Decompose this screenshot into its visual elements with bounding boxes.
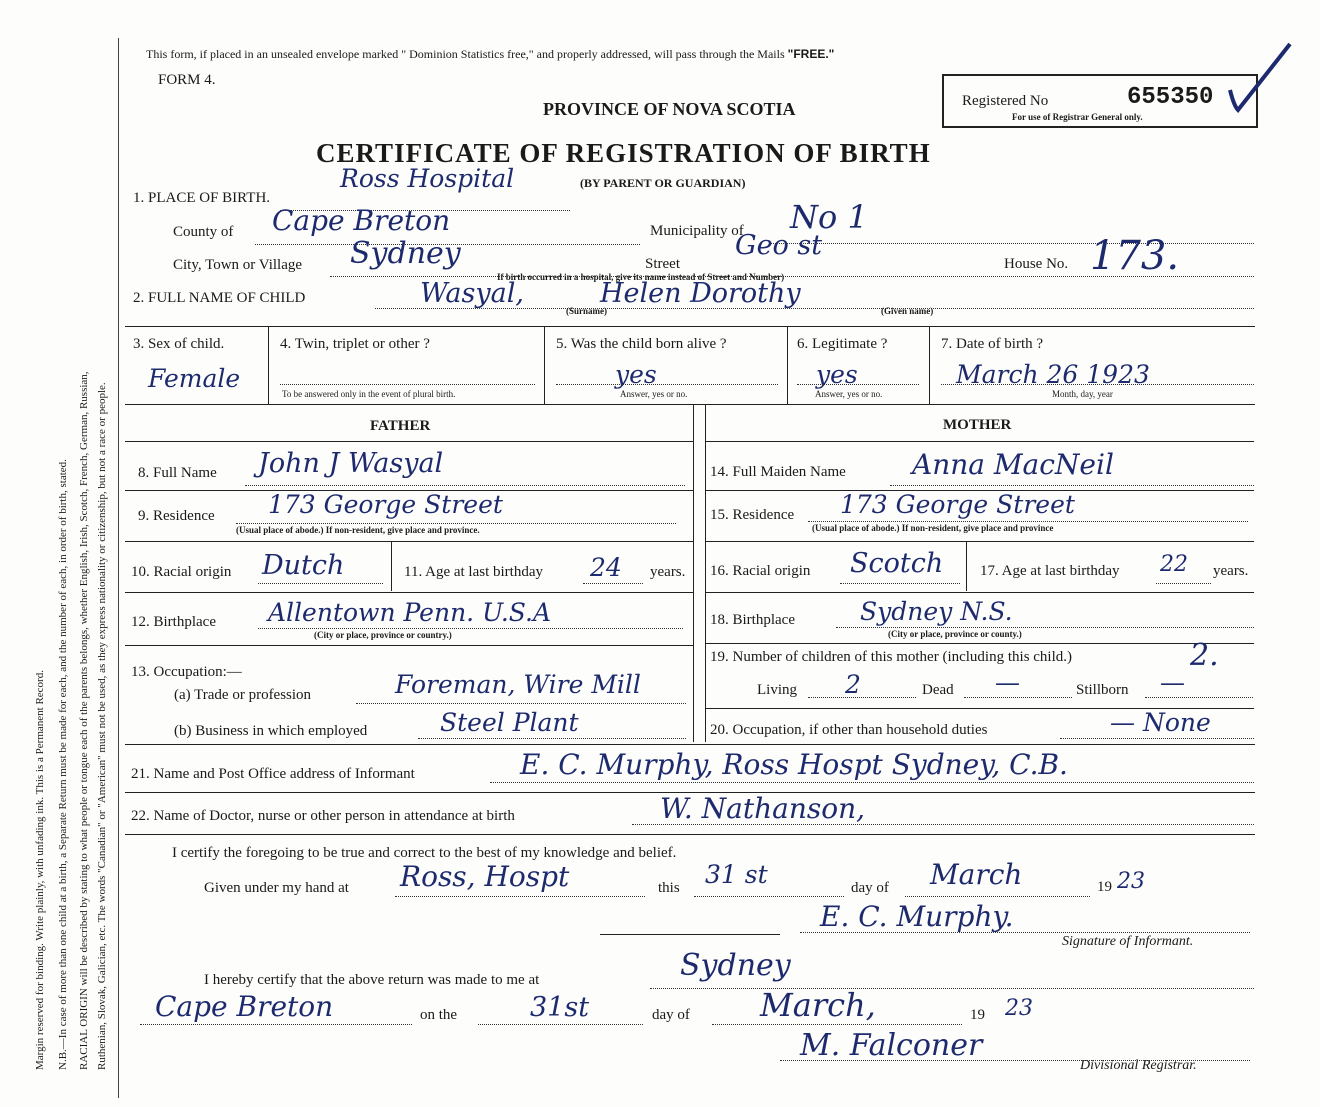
dob-label: 7. Date of birth ? xyxy=(941,336,1044,352)
municipality-value: No 1 xyxy=(790,198,868,236)
registered-label: Registered No xyxy=(962,93,1049,109)
margin-note-nb: N.B.—In case of more than one child at a birth, a Separate Return must be made for each, and the number of each, in order of birth, stated. xyxy=(57,459,69,1070)
informant-signature: E. C. Murphy. xyxy=(820,900,1014,933)
living-label: Living xyxy=(757,682,797,698)
father-birthplace-label: 12. Birthplace xyxy=(131,614,216,630)
dead-label: Dead xyxy=(922,682,954,698)
this-label: this xyxy=(658,880,680,896)
trade-value: Foreman, Wire Mill xyxy=(395,670,641,699)
mother-name-label: 14. Full Maiden Name xyxy=(710,464,846,480)
given-name-note: (Given name) xyxy=(881,306,934,316)
mother-occupation-label: 20. Occupation, if other than household duties xyxy=(710,722,988,738)
sex-label: 3. Sex of child. xyxy=(133,336,225,352)
father-city-note: (City or place, province or country.) xyxy=(314,630,452,640)
living-value: 2 xyxy=(845,670,861,699)
surname-note: (Surname) xyxy=(566,306,607,316)
dob-note: Month, day, year xyxy=(1052,389,1113,399)
full-name-label: 2. FULL NAME OF CHILD xyxy=(133,290,306,306)
certificate-title: CERTIFICATE OF REGISTRATION OF BIRTH xyxy=(316,138,931,168)
margin-note-racial: RACIAL ORIGIN will be described by stating to what people or tongue each of the parents belongs, whether English, Irish, Scotch, French, German, Russian, xyxy=(78,371,90,1070)
business-value: Steel Plant xyxy=(440,708,579,737)
year-value: 23 xyxy=(1117,869,1145,894)
registrar-county-value: Cape Breton xyxy=(155,990,334,1023)
informant-label: 21. Name and Post Office address of Informant xyxy=(131,766,415,782)
day-of-label: day of xyxy=(851,880,889,896)
registered-box xyxy=(942,74,1258,128)
certify-statement: I certify the foregoing to be true and correct to the best of my knowledge and belief. xyxy=(172,845,677,861)
signature-label: Signature of Informant. xyxy=(1062,934,1194,949)
father-heading: FATHER xyxy=(370,418,431,434)
city-label: City, Town or Village xyxy=(173,257,303,273)
mother-residence-label: 15. Residence xyxy=(710,507,795,523)
given-name-value: Helen Dorothy xyxy=(600,278,801,309)
father-racial-label: 10. Racial origin xyxy=(131,564,232,580)
house-no-label: House No. xyxy=(1004,256,1069,272)
father-birthplace-value: Allentown Penn. U.S.A xyxy=(268,598,552,627)
children-value: 2. xyxy=(1190,638,1219,673)
reg-day-value: 31st xyxy=(530,992,590,1023)
children-label: 19. Number of children of this mother (including this child.) xyxy=(710,649,1073,665)
mother-racial-value: Scotch xyxy=(850,548,944,579)
father-age-label: 11. Age at last birthday xyxy=(404,564,543,580)
registrar-place-value: Sydney xyxy=(680,948,791,983)
reg-year-value: 23 xyxy=(1005,996,1033,1021)
city-value: Sydney xyxy=(350,236,461,271)
surname-value: Wasyal, xyxy=(420,278,524,309)
mother-residence-value: 173 George Street xyxy=(840,490,1075,519)
father-residence-label: 9. Residence xyxy=(138,508,215,524)
legitimate-value: yes xyxy=(816,360,858,389)
given-under-label: Given under my hand at xyxy=(204,880,349,896)
check-mark-icon xyxy=(1224,40,1304,120)
on-the-label: on the xyxy=(420,1007,458,1023)
mother-age-value: 22 xyxy=(1160,552,1188,577)
father-abode-note: (Usual place of abode.) If non-resident, give place and province. xyxy=(236,525,480,535)
stillborn-value: — xyxy=(1160,668,1185,697)
place-of-birth-value: Ross Hospital xyxy=(340,164,515,193)
mother-birthplace-value: Sydney N.S. xyxy=(860,597,1013,626)
legitimate-label: 6. Legitimate ? xyxy=(797,336,888,352)
place-of-birth-label: 1. PLACE OF BIRTH. xyxy=(133,190,271,206)
mother-occupation-value: — None xyxy=(1110,708,1211,737)
year-prefix-2: 19 xyxy=(970,1007,985,1023)
day-of-label-2: day of xyxy=(652,1007,690,1023)
twin-label: 4. Twin, triplet or other ? xyxy=(280,336,430,352)
certificate-subtitle: (BY PARENT OR GUARDIAN) xyxy=(580,176,746,190)
divisional-registrar-label: Divisional Registrar. xyxy=(1080,1058,1197,1073)
street-value: Geo st xyxy=(735,230,823,261)
registrar-note: For use of Registrar General only. xyxy=(1012,112,1143,122)
doctor-value: W. Nathanson, xyxy=(660,792,866,825)
sex-value: Female xyxy=(148,364,241,393)
hospital-note: If birth occurred in a hospital, give its name instead of Street and Number) xyxy=(497,272,785,282)
day-value: 31 st xyxy=(705,860,768,889)
margin-note-binding: Margin reserved for binding. Write plainly, with unfading ink. This is a Permanent Record. xyxy=(34,670,46,1070)
margin-rule xyxy=(118,38,119,1098)
county-label: County of xyxy=(173,224,234,240)
father-residence-value: 173 George Street xyxy=(268,490,503,519)
born-alive-label: 5. Was the child born alive ? xyxy=(556,336,727,352)
mother-abode-note: (Usual place of abode.) If non-resident, give place and province xyxy=(812,523,1054,533)
municipality-label: Municipality of xyxy=(650,223,744,239)
business-label: (b) Business in which employed xyxy=(174,723,368,739)
born-alive-note: Answer, yes or no. xyxy=(620,389,688,399)
occupation-label: 13. Occupation:— xyxy=(131,664,242,680)
dob-value: March 26 1923 xyxy=(956,360,1150,389)
twin-note: To be answered only in the event of plural birth. xyxy=(282,389,456,399)
hereby-label: I hereby certify that the above return was made to me at xyxy=(204,972,540,988)
father-racial-value: Dutch xyxy=(262,550,345,581)
province-title: PROVINCE OF NOVA SCOTIA xyxy=(543,99,796,119)
father-years-label: years. xyxy=(650,564,686,580)
mother-heading: MOTHER xyxy=(943,417,1012,433)
informant-value: E. C. Murphy, Ross Hospt Sydney, C.B. xyxy=(520,748,1068,781)
form-number: FORM 4. xyxy=(158,72,216,88)
house-no-value: 173. xyxy=(1090,233,1180,279)
father-name-value: John J Wasyal xyxy=(258,448,444,479)
mother-name-value: Anna MacNeil xyxy=(912,448,1114,481)
dead-value: — xyxy=(995,668,1020,697)
mail-notice-text: This form, if placed in an unsealed envelope marked " Dominion Statistics free," and properly addressed, will pass through the Mails xyxy=(146,47,788,61)
street-label: Street xyxy=(645,256,680,272)
mother-age-label: 17. Age at last birthday xyxy=(980,563,1120,579)
year-prefix: 19 xyxy=(1097,879,1112,895)
mail-notice xyxy=(146,47,834,62)
month-value: March xyxy=(930,858,1023,891)
mail-free: "FREE." xyxy=(787,47,835,61)
trade-label: (a) Trade or profession xyxy=(174,687,312,703)
reg-month-value: March, xyxy=(760,986,876,1024)
father-name-label: 8. Full Name xyxy=(138,465,217,481)
registrar-signature: M. Falconer xyxy=(800,1028,983,1063)
legitimate-note: Answer, yes or no. xyxy=(815,389,883,399)
mother-years-label: years. xyxy=(1213,563,1249,579)
born-alive-value: yes xyxy=(615,360,657,389)
stillborn-label: Stillborn xyxy=(1076,682,1129,698)
father-age-value: 24 xyxy=(590,553,622,582)
mother-city-note: (City or place, province or county.) xyxy=(888,629,1022,639)
county-value: Cape Breton xyxy=(272,204,451,237)
given-at-value: Ross, Hospt xyxy=(400,860,570,893)
registered-number: 655350 xyxy=(1127,84,1214,111)
mother-birthplace-label: 18. Birthplace xyxy=(710,612,795,628)
margin-note-racial-cont: Ruthenian, Slovak, Galician, etc. The words "Canadian" or "American" must not be used, as they express nationality or citizenship, but not a race or people. xyxy=(96,382,108,1070)
doctor-label: 22. Name of Doctor, nurse or other person in attendance at birth xyxy=(131,808,515,824)
mother-racial-label: 16. Racial origin xyxy=(710,563,811,579)
